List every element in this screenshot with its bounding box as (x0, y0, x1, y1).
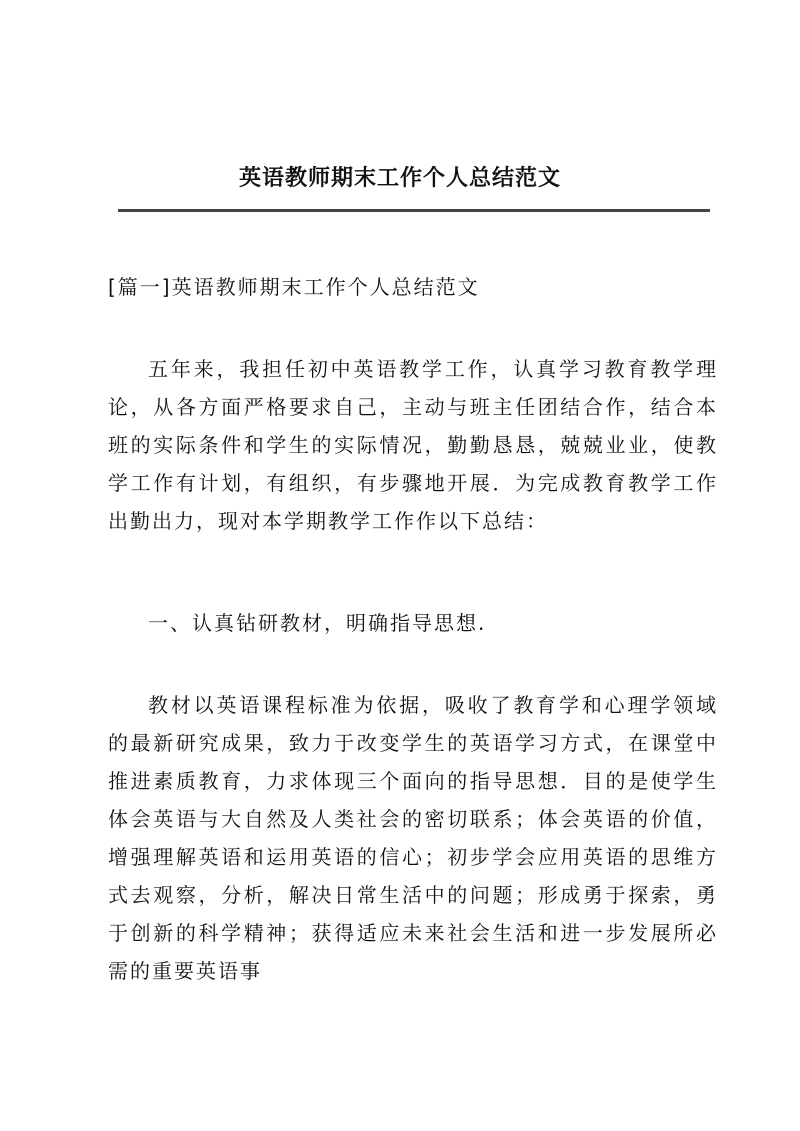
subheading-one: 一、认真钻研教材，明确指导思想. (148, 611, 487, 635)
page-title: 英语教师期末工作个人总结范文 (238, 165, 561, 191)
paragraph-textbook: 教材以英语课程标准为依据，吸收了教育学和心理学领域的最新研究成果，致力于改变学生的英语学习方式，在课堂中推进素质教育，力求体现三个面向的指导思想．目的是使学生体会英语与大自然及人类社会的密切联系；体会英语的价值，增强理解英语和运用英语的信心；初步学会应用英语的思维方式去观察，分析，解决日常生活中的问题；形成勇于探索，勇于创新的科学精神；获得适应未来社会生活和进一步发展所必需的重要英语事 (108, 693, 718, 983)
paragraph-intro: 五年来，我担任初中英语教学工作，认真学习教育教学理论，从各方面严格要求自己，主动与班主任团结合作，结合本班的实际条件和学生的实际情况，勤勤恳恳，兢兢业业，使教学工作有计划，有组织，有步骤地开展．为完成教育教学工作出勤出力，现对本学期教学工作作以下总结： (108, 357, 718, 533)
title-divider (118, 209, 710, 212)
section-heading: [篇一]英语教师期末工作个人总结范文 (108, 275, 480, 299)
